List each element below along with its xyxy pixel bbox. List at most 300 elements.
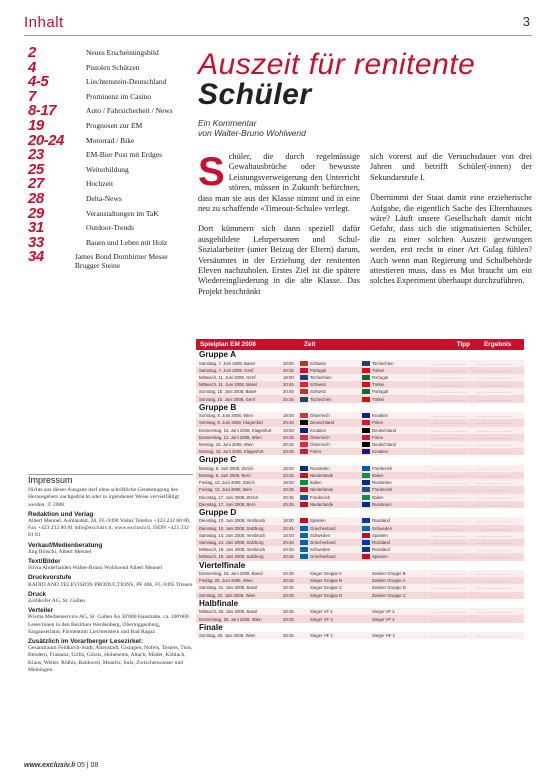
impressum-section-body: Jürg Bötschi, Albert Mennel (28, 548, 92, 555)
match-time: 20:45 (283, 389, 294, 395)
match-row (196, 472, 524, 479)
toc-page-number: 27 (28, 175, 44, 193)
match-team-1: Frankreich (310, 494, 331, 500)
match-date: Donnerstag, 12. Juni 2008, Klagenfurt (199, 427, 272, 433)
tipp-blank: ........................ (431, 465, 467, 471)
team2-flag-icon (362, 578, 370, 583)
tipp-blank: ........................ (431, 374, 467, 380)
team1-flag-icon (300, 585, 308, 590)
team2-flag-icon (362, 428, 370, 433)
match-team-2: Zweiter Gruppe C (372, 592, 406, 598)
match-time: 20:45 (283, 449, 294, 455)
tipp-blank: ........................ (431, 540, 467, 546)
article-paragraph: Dort kümmern sich dann speziell dafür ausgebildete Lehrpersonen und Schul-Sozialarbeiter (unter Beizug der Eltern) darum, Versäumtes in der Erziehung der renitenten Eleven nachzuholen. Erstes Ziel ist die spätere Wiedereingliederung in die alte Klasse. Das Projekt beschränkt (198, 224, 360, 296)
match-row (196, 525, 524, 532)
team2-flag-icon (362, 593, 370, 598)
match-date: Montag, 16. Juni 2008, Wien (199, 441, 254, 447)
article-column-2 (370, 152, 532, 297)
subtitle-author: von Walter-Bruno Wohlwend (198, 128, 306, 138)
result-blank: ........................ (476, 525, 512, 531)
toc-entry[interactable] (28, 118, 188, 133)
team2-flag-icon (362, 571, 370, 576)
match-team-2: Sieger VF 2 (372, 609, 395, 615)
team2-flag-icon (362, 435, 370, 440)
match-row (196, 486, 524, 493)
match-time: 20:45 (283, 434, 294, 440)
match-date: Sonntag, 8. Juni 2008, Klagenfurt (199, 420, 263, 426)
match-time: 20:45 (283, 494, 294, 500)
tipp-blank: ........................ (431, 633, 467, 639)
match-time: 18:00 (283, 360, 294, 366)
schedule-header-tipp: Tipp (456, 341, 470, 348)
toc-entry[interactable] (28, 249, 188, 271)
match-team-2: Portugal (372, 389, 389, 395)
match-team-1: Deutschland (310, 420, 334, 426)
team1-flag-icon (300, 540, 308, 545)
result-blank: ........................ (476, 360, 512, 366)
article-subtitle (198, 118, 306, 138)
result-blank: ........................ (476, 441, 512, 447)
team1-flag-icon (300, 382, 308, 387)
schedule-group-matches (196, 360, 524, 403)
toc-title: Neues Erscheinungsbild (86, 48, 159, 57)
result-blank: ........................ (476, 633, 512, 639)
team2-flag-icon (362, 633, 370, 638)
toc-entry[interactable] (28, 191, 188, 206)
match-team-1: Sieger VF 1 (310, 609, 333, 615)
match-row (196, 395, 524, 402)
match-team-2: Türkei (372, 382, 384, 388)
result-blank: ........................ (476, 389, 512, 395)
team1-flag-icon (300, 518, 308, 523)
match-time: 18:00 (283, 532, 294, 538)
schedule-group-title: Viertelfinale (196, 561, 524, 571)
match-time: 20:45 (283, 441, 294, 447)
match-time: 20:45 (283, 609, 294, 615)
table-of-contents (28, 45, 188, 271)
match-team-1: Schweden (310, 532, 331, 538)
impressum-section-body: Albert Mennel, Auhlandstr. 28, FL-9490 Vaduz Telefon +423 232 80 80, Fax +423 232 80 81 info@exclusiv.li, www.exclusiv.li, ISDN +423 232 81 81 (28, 518, 191, 539)
result-blank: ........................ (476, 609, 512, 615)
article-paragraph: Übernimmt der Staat damit eine erzieherische Aufgabe, die eigentlich Sache des Elternhauses wäre? Läuft unsere Gesellschaft damit nicht Gefahr, dass sich die stigmatisierten Schüler, die zu einer solchen Auszeit gezwungen werden, erst recht in einer Art Gulag fühlen? Auch wenn man Regierung und Schulbehörde attestieren muss, dass es Mut braucht um ein solches Experiment überhaupt durchzuführen. (370, 193, 532, 286)
match-team-2: Sieger VF 4 (372, 616, 395, 622)
result-blank: ........................ (476, 578, 512, 584)
match-row (196, 465, 524, 472)
match-team-1: Polen (310, 449, 321, 455)
tipp-blank: ........................ (431, 413, 467, 419)
team2-flag-icon (362, 495, 370, 500)
article-paragraph: sich vorerst auf die Versuchsdauer von drei Jahren und betrifft Schüler(-innen) der Sekundarstufe I. (370, 152, 532, 182)
match-row (196, 494, 524, 501)
match-time: 18:00 (283, 413, 294, 419)
match-row (196, 570, 524, 577)
team2-flag-icon (362, 375, 370, 380)
match-date: Sonntag, 15. Juni 2008, Genf (199, 396, 255, 402)
match-time: 18:00 (283, 374, 294, 380)
impressum-section-heading: Zusätzlich im Vorarlberger Lesezirkel: (28, 638, 143, 646)
match-date: Dienstag, 17. Juni 2008, Bern (199, 501, 256, 507)
match-row (196, 412, 524, 419)
match-team-2: Rumänien (372, 480, 392, 486)
match-row (196, 374, 524, 381)
team1-flag-icon (300, 389, 308, 394)
result-blank: ........................ (476, 501, 512, 507)
schedule-group-title: Gruppe C (196, 455, 524, 465)
team1-flag-icon (300, 449, 308, 454)
schedule-group-matches (196, 632, 524, 639)
match-date: Sonntag, 22. Juni 2008, Wien (199, 592, 256, 598)
result-blank: ........................ (476, 465, 512, 471)
match-time: 20:45 (283, 585, 294, 591)
match-team-1: Sieger Gruppe C (310, 585, 343, 591)
match-date: Dienstag, 10. Juni 2008, Salzburg (199, 525, 264, 531)
match-row (196, 532, 524, 539)
section-title-first: In (24, 14, 38, 31)
match-time: 20:45 (283, 554, 294, 560)
match-team-2: Italien (372, 494, 384, 500)
match-row (196, 479, 524, 486)
impressum-section-heading: Redaktion und Verlag (28, 510, 94, 518)
match-row (196, 434, 524, 441)
team2-flag-icon (362, 533, 370, 538)
paragraph-text: chüler, die durch regelmässige Gewaltausbrüche oder bewusste Leistungsverweigerung den Unterricht stören, müssen in Zukunft befürchten, dass man sie aus der Klasse nimmt und in eine neu zu schaffende «Timeout-Schule» verlegt. (198, 152, 360, 214)
toc-entry[interactable] (28, 206, 188, 221)
match-time: 18:00 (283, 465, 294, 471)
match-date: Sonntag, 29. Juni 2008, Wien (199, 633, 256, 639)
team1-flag-icon (300, 495, 308, 500)
team1-flag-icon (300, 609, 308, 614)
result-blank: ........................ (476, 592, 512, 598)
toc-entry[interactable] (28, 162, 188, 177)
tipp-blank: ........................ (431, 532, 467, 538)
match-team-2: Deutschland (372, 427, 396, 433)
toc-entry[interactable] (28, 235, 188, 250)
result-blank: ........................ (476, 480, 512, 486)
match-date: Sonntag, 15. Juni 2008, Basel (199, 389, 257, 395)
tipp-blank: ........................ (431, 480, 467, 486)
toc-title: Auto / Fahrsicherheit / News (86, 106, 173, 116)
schedule-group-matches (196, 412, 524, 455)
team2-flag-icon (362, 547, 370, 552)
match-team-2: Zweiter Gruppe B (372, 571, 406, 577)
match-row (196, 553, 524, 560)
match-team-1: Griechenland (310, 554, 336, 560)
match-team-1: Niederlande (310, 487, 334, 493)
tipp-blank: ........................ (431, 396, 467, 402)
result-blank: ........................ (476, 585, 512, 591)
schedule-group-title: Halbfinale (196, 599, 524, 609)
toc-page-number: 20-24 (28, 131, 64, 149)
match-date: Dienstag, 10. Juni 2008, Innsbruck (199, 518, 266, 524)
match-team-2: Frankreich (372, 465, 393, 471)
team1-flag-icon (300, 480, 308, 485)
result-blank: ........................ (476, 571, 512, 577)
team1-flag-icon (300, 442, 308, 447)
team1-flag-icon (300, 547, 308, 552)
match-date: Freitag, 20. Juni 2008, Wien (199, 578, 253, 584)
match-team-1: Spanien (310, 518, 326, 524)
section-title-rest: halt (37, 14, 64, 31)
team2-flag-icon (362, 466, 370, 471)
match-time: 20:45 (283, 616, 294, 622)
toc-title: Pistolen Schützen (86, 62, 140, 72)
team2-flag-icon (362, 449, 370, 454)
toc-page-number: 8-17 (28, 102, 57, 120)
schedule-group-matches (196, 608, 524, 622)
toc-page-number: 34 (28, 248, 44, 266)
schedule-group-title: Gruppe B (196, 403, 524, 413)
toc-entry[interactable] (28, 147, 188, 162)
schedule-header-result: Ergebnis (484, 341, 512, 348)
match-date: Samstag, 21. Juni 2008, Basel (199, 585, 258, 591)
tipp-blank: ........................ (431, 487, 467, 493)
team1-flag-icon (300, 617, 308, 622)
match-team-1: Tschechien (310, 374, 332, 380)
team1-flag-icon (300, 502, 308, 507)
toc-title: Outdoor-Trends (86, 223, 134, 233)
tipp-blank: ........................ (431, 441, 467, 447)
impressum-intro: Nichts aus dieser Ausgabe darf ohne schriftliche Genehmigung des Herausgebers nachgedruckt oder in irgendeiner Weise vervielfältigt werden. © 2008 (28, 487, 179, 508)
match-date: Mittwoch, 18. Juni 2008, Salzburg (199, 554, 264, 560)
match-time: 20:45 (283, 540, 294, 546)
schedule-header-time: Zeit (304, 341, 316, 348)
tipp-blank: ........................ (431, 616, 467, 622)
team1-flag-icon (300, 593, 308, 598)
team2-flag-icon (362, 442, 370, 447)
article-title-line1: Auszeit für renitente (198, 48, 476, 81)
match-team-1: Österreich (310, 413, 330, 419)
schedule-group-title: Gruppe D (196, 508, 524, 518)
result-blank: ........................ (476, 540, 512, 546)
match-team-2: Schweden (372, 525, 393, 531)
match-time: 18:00 (283, 480, 294, 486)
match-team-2: Russland (372, 540, 390, 546)
schedule-group-matches (196, 517, 524, 560)
team1-flag-icon (300, 435, 308, 440)
match-team-1: Rumänien (310, 465, 330, 471)
match-team-1: Italien (310, 480, 322, 486)
match-team-2: Russland (372, 547, 390, 553)
team1-flag-icon (300, 375, 308, 380)
toc-title: Motorrad / Bike (86, 135, 135, 145)
match-date: Dienstag, 17. Juni 2008, Zürich (199, 494, 259, 500)
tipp-blank: ........................ (431, 518, 467, 524)
result-blank: ........................ (476, 554, 512, 560)
schedule-group-matches (196, 570, 524, 599)
match-team-1: Österreich (310, 434, 330, 440)
result-blank: ........................ (476, 382, 512, 388)
impressum-section-body: Gesamtraum Feldkirch-Stadt, Altenstadt, Gisingen, Nofels, Tosters, Tisis, Bendern, Frastanz, Göfis, Götzis, Hohenems, Altach, Mäder, Koblach, Klaus, Weiler, Röthis, Rankweil, Muntlix, Sulz, Zwischenwasser und Meiningen. (28, 645, 193, 673)
match-date: Montag, 16. Juni 2008, Klagenfurt (199, 449, 264, 455)
schedule-body (196, 350, 524, 639)
toc-entry[interactable] (28, 220, 188, 235)
toc-page-number: 23 (28, 146, 44, 164)
result-blank: ........................ (476, 434, 512, 440)
tipp-blank: ........................ (431, 360, 467, 366)
match-team-1: Sieger Gruppe D (310, 592, 343, 598)
match-date: Mittwoch, 25. Juni 2008, Basel (199, 609, 258, 615)
tipp-blank: ........................ (431, 420, 467, 426)
toc-entry[interactable] (28, 45, 188, 60)
toc-page-number: 7 (28, 87, 36, 105)
match-date: Freitag, 13. Juni 2008, Zürich (199, 480, 255, 486)
team2-flag-icon (362, 389, 370, 394)
team1-flag-icon (300, 397, 308, 402)
match-team-1: Griechenland (310, 525, 336, 531)
match-date: Mittwoch, 11. Juni 2008, Basel (199, 382, 257, 388)
tipp-blank: ........................ (431, 382, 467, 388)
toc-entry[interactable] (28, 103, 188, 118)
impressum-sections (28, 511, 193, 674)
match-time: 20:45 (283, 473, 294, 479)
tipp-blank: ........................ (431, 434, 467, 440)
team2-flag-icon (362, 487, 370, 492)
result-blank: ........................ (476, 487, 512, 493)
match-team-2: Spanien (372, 532, 388, 538)
result-blank: ........................ (476, 420, 512, 426)
toc-entry[interactable] (28, 74, 188, 89)
footer-issue: 05 | 08 (77, 762, 99, 769)
match-team-2: Türkei (372, 367, 384, 373)
toc-entry[interactable] (28, 176, 188, 191)
toc-title: Veranstaltungen im TaK (86, 208, 159, 218)
result-blank: ........................ (476, 413, 512, 419)
tipp-blank: ........................ (431, 571, 467, 577)
team2-flag-icon (362, 502, 370, 507)
match-row (196, 546, 524, 553)
match-team-2: Russland (372, 518, 390, 524)
tipp-blank: ........................ (431, 367, 467, 373)
team1-flag-icon (300, 571, 308, 576)
tipp-blank: ........................ (431, 525, 467, 531)
match-row (196, 388, 524, 395)
result-blank: ........................ (476, 518, 512, 524)
page-number: 3 (522, 14, 530, 29)
toc-entry[interactable] (28, 133, 188, 148)
tipp-blank: ........................ (431, 473, 467, 479)
match-team-1: Sieger VF 3 (310, 616, 333, 622)
impressum-section-body: Prisma Medienservice AG, St. Gallen An 30'000 Haushalte, ca. 100'000 Leser/innen in den Bezirken Werdenberg, Obertoggenburg, Sarganserland, Fürstentum Liechtenstein und Bad Ragaz (28, 614, 189, 635)
toc-page-number: 4 (28, 58, 36, 76)
match-row (196, 448, 524, 455)
toc-page-number: 4-5 (28, 73, 49, 91)
match-date: Donnerstag, 12. Juni 2008, Wien (199, 434, 262, 440)
match-team-2: Rumänien (372, 501, 392, 507)
toc-page-number: 2 (28, 44, 36, 61)
schedule-group-title: Gruppe A (196, 350, 524, 360)
page-footer (24, 762, 98, 769)
match-date: Freitag, 13. Juni 2008, Bern (199, 487, 253, 493)
match-time: 20:45 (283, 501, 294, 507)
match-team-1: Griechenland (310, 540, 336, 546)
team1-flag-icon (300, 533, 308, 538)
impressum-section-heading: Druck (28, 590, 47, 598)
impressum-section-heading: Verteiler (28, 607, 54, 615)
match-team-1: Kroatien (310, 427, 327, 433)
result-blank: ........................ (476, 427, 512, 433)
match-team-2: Spanien (372, 554, 388, 560)
match-date: Donnerstag, 19. Juni 2008, Basel (199, 571, 263, 577)
match-team-2: Türkei (372, 396, 384, 402)
match-time: 20:45 (283, 633, 294, 639)
team1-flag-icon (300, 413, 308, 418)
match-time: 20:45 (283, 525, 294, 531)
team2-flag-icon (362, 617, 370, 622)
impressum-section-heading: Druckvorstufe (28, 574, 72, 582)
tipp-blank: ........................ (431, 501, 467, 507)
match-date: Samstag, 14. Juni 2008, Salzburg (199, 540, 264, 546)
tipp-blank: ........................ (431, 427, 467, 433)
match-team-1: Niederlande (310, 473, 334, 479)
tipp-blank: ........................ (431, 609, 467, 615)
toc-entry[interactable] (28, 60, 188, 75)
schedule-group-matches (196, 465, 524, 508)
toc-page-number: 33 (28, 233, 44, 251)
impressum-section-body: RADIO AND TELEVISION PRODUCTIONS, PF 406, FL-9495 Triesen (28, 581, 193, 588)
impressum-section-heading: Verkauf/Medienberatung (28, 541, 103, 549)
toc-title: James Bond Dornbirner Messe Brugger Steine (74, 252, 168, 270)
toc-entry[interactable] (28, 89, 188, 104)
match-team-2: Polen (372, 434, 383, 440)
schedule-group-title: Finale (196, 623, 524, 633)
result-blank: ........................ (476, 547, 512, 553)
article-column-1 (198, 152, 360, 307)
result-blank: ........................ (476, 532, 512, 538)
team2-flag-icon (362, 540, 370, 545)
match-date: Donnerstag, 26. Juni 2008, Wien (199, 616, 262, 622)
tipp-blank: ........................ (431, 578, 467, 584)
match-team-2: Kroatien (372, 413, 389, 419)
footer-site: www.exclusiv.li (24, 762, 76, 769)
schedule-header-title: Spielplan EM 2008 (200, 341, 256, 348)
match-row (196, 381, 524, 388)
match-date: Mittwoch, 18. Juni 2008, Innsbruck (199, 547, 266, 553)
toc-title: Prognosen zur EM (86, 120, 143, 130)
page-header (0, 0, 550, 38)
match-time: 18:00 (283, 427, 294, 433)
impressum-section-body: Silvia Abderhalden Walter-Bruno Wohlwend Albert Mennel (28, 565, 163, 572)
match-team-1: Portugal (310, 367, 327, 373)
match-time: 20:45 (283, 367, 294, 373)
match-date: Samstag, 7. Juni 2008, Genf (199, 367, 254, 373)
team2-flag-icon (362, 554, 370, 559)
match-row (196, 539, 524, 546)
tipp-blank: ........................ (431, 554, 467, 560)
match-team-2: Zweiter Gruppe D (372, 585, 406, 591)
toc-title: Hochzeit (86, 179, 114, 189)
team2-flag-icon (362, 361, 370, 366)
match-team-1: Österreich (310, 441, 330, 447)
result-blank: ........................ (476, 449, 512, 455)
article-title (198, 50, 538, 110)
team1-flag-icon (300, 428, 308, 433)
match-row (196, 367, 524, 374)
toc-title: EM-Bier Post mit Erdges (86, 150, 163, 160)
impressum-section-body: Zollikofer AG, St. Gallen (28, 598, 86, 605)
team2-flag-icon (362, 473, 370, 478)
match-row (196, 608, 524, 615)
match-date: Montag, 9. Juni 2008, Zürich (199, 465, 254, 471)
match-time: 20:45 (283, 547, 294, 553)
team2-flag-icon (362, 368, 370, 373)
match-team-1: Sieger HF 1 (310, 633, 333, 639)
match-row (196, 441, 524, 448)
match-date: Samstag, 7. Juni 2008, Basel (199, 360, 255, 366)
tipp-blank: ........................ (431, 592, 467, 598)
match-team-2: Tschechien (372, 360, 394, 366)
tipp-blank: ........................ (431, 389, 467, 395)
match-team-1: Sieger Gruppe B (310, 578, 343, 584)
